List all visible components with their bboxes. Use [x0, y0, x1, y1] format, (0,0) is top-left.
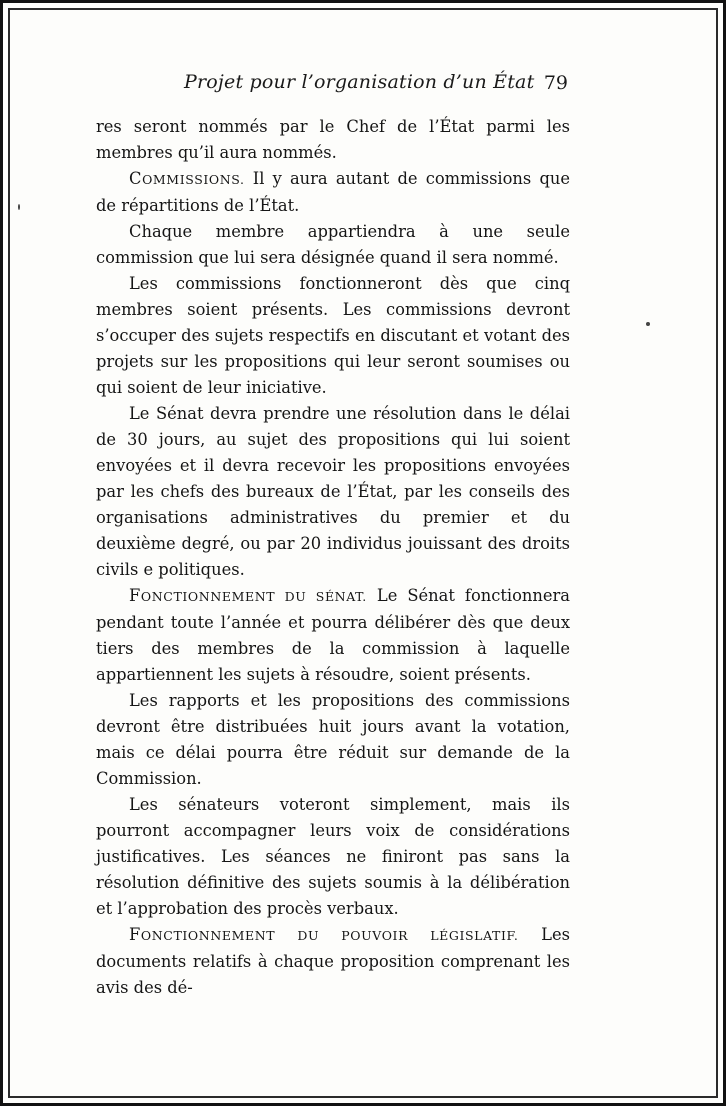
paragraph-text: Les documents relatifs à chaque proposition comprenant les avis des dé- [96, 925, 570, 997]
paragraph-legislative [96, 922, 570, 1001]
heading-initial: C [129, 169, 143, 188]
paragraph-text: Le Sénat fonctionnera pendant toute l’année et pourra délibérer dès que deux tiers des membres de la commission à laquelle appartiennent les sujets à résoudre, soient présents. [96, 586, 570, 684]
paragraph-senate [96, 583, 570, 688]
paragraph-text: res seront nommés par le Chef de l’État parmi les membres qu’il aura nommés. [96, 117, 570, 162]
heading-rest: ONCTIONNEMENT DU POUVOIR LÉGISLATIF. [140, 928, 519, 943]
paragraph-text: Chaque membre appartiendra à une seule commission que lui sera désignée quand il sera nommé. [96, 222, 570, 267]
paragraph-commissions [96, 166, 570, 219]
scan-speck [646, 322, 650, 326]
paragraph-text: Les sénateurs voteront simplement, mais ils pourront accompagner leurs voix de considérations justificatives. Les séances ne finiront pas sans la résolution définitive des sujets soumis à la délibération et l’approbation des procès verbaux. [96, 795, 570, 918]
body-text [96, 114, 570, 1001]
heading-rest: OMMISSIONS. [142, 172, 245, 187]
heading-initial: F [129, 925, 141, 944]
page-number: 79 [543, 72, 568, 94]
scan-speck [18, 204, 20, 210]
running-head [96, 71, 570, 101]
paragraph [96, 401, 570, 583]
paragraph [96, 219, 570, 271]
paragraph-text: Les commissions fonctionneront dès que cinq membres soient présents. Les commissions devront s’occuper des sujets respectifs en discutant et votant des projets sur les propositions qui leur seront soumises ou qui soient de leur iniciative. [96, 274, 570, 397]
paragraph-text: Le Sénat devra prendre une résolution dans le délai de 30 jours, au sujet des propositions qui lui soient envoyées et il devra recevoir les propositions envoyées par les chefs des bureaux de l’État, par les conseils des organisations administratives du premier et du deuxième degré, ou par 20 individus jouissant des droits civils e politiques. [96, 404, 570, 579]
paragraph-text: Il y aura autant de commissions que de répartitions de l’État. [96, 169, 570, 215]
section-heading-legislative [129, 925, 519, 944]
running-title: Projet pour l’organisation d’un État [184, 71, 535, 93]
paragraph-text: Les rapports et les propositions des commissions devront être distribuées huit jours avant la votation, mais ce délai pourra être réduit sur demande de la Commission. [96, 691, 570, 788]
paragraph [96, 688, 570, 792]
paragraph [96, 792, 570, 922]
heading-initial: F [129, 586, 141, 605]
heading-rest: ONCTIONNEMENT DU SÉNAT. [140, 589, 367, 604]
paragraph-continued [96, 114, 570, 166]
section-heading-senate [129, 586, 367, 605]
paragraph [96, 271, 570, 401]
section-heading-commissions [129, 169, 245, 188]
